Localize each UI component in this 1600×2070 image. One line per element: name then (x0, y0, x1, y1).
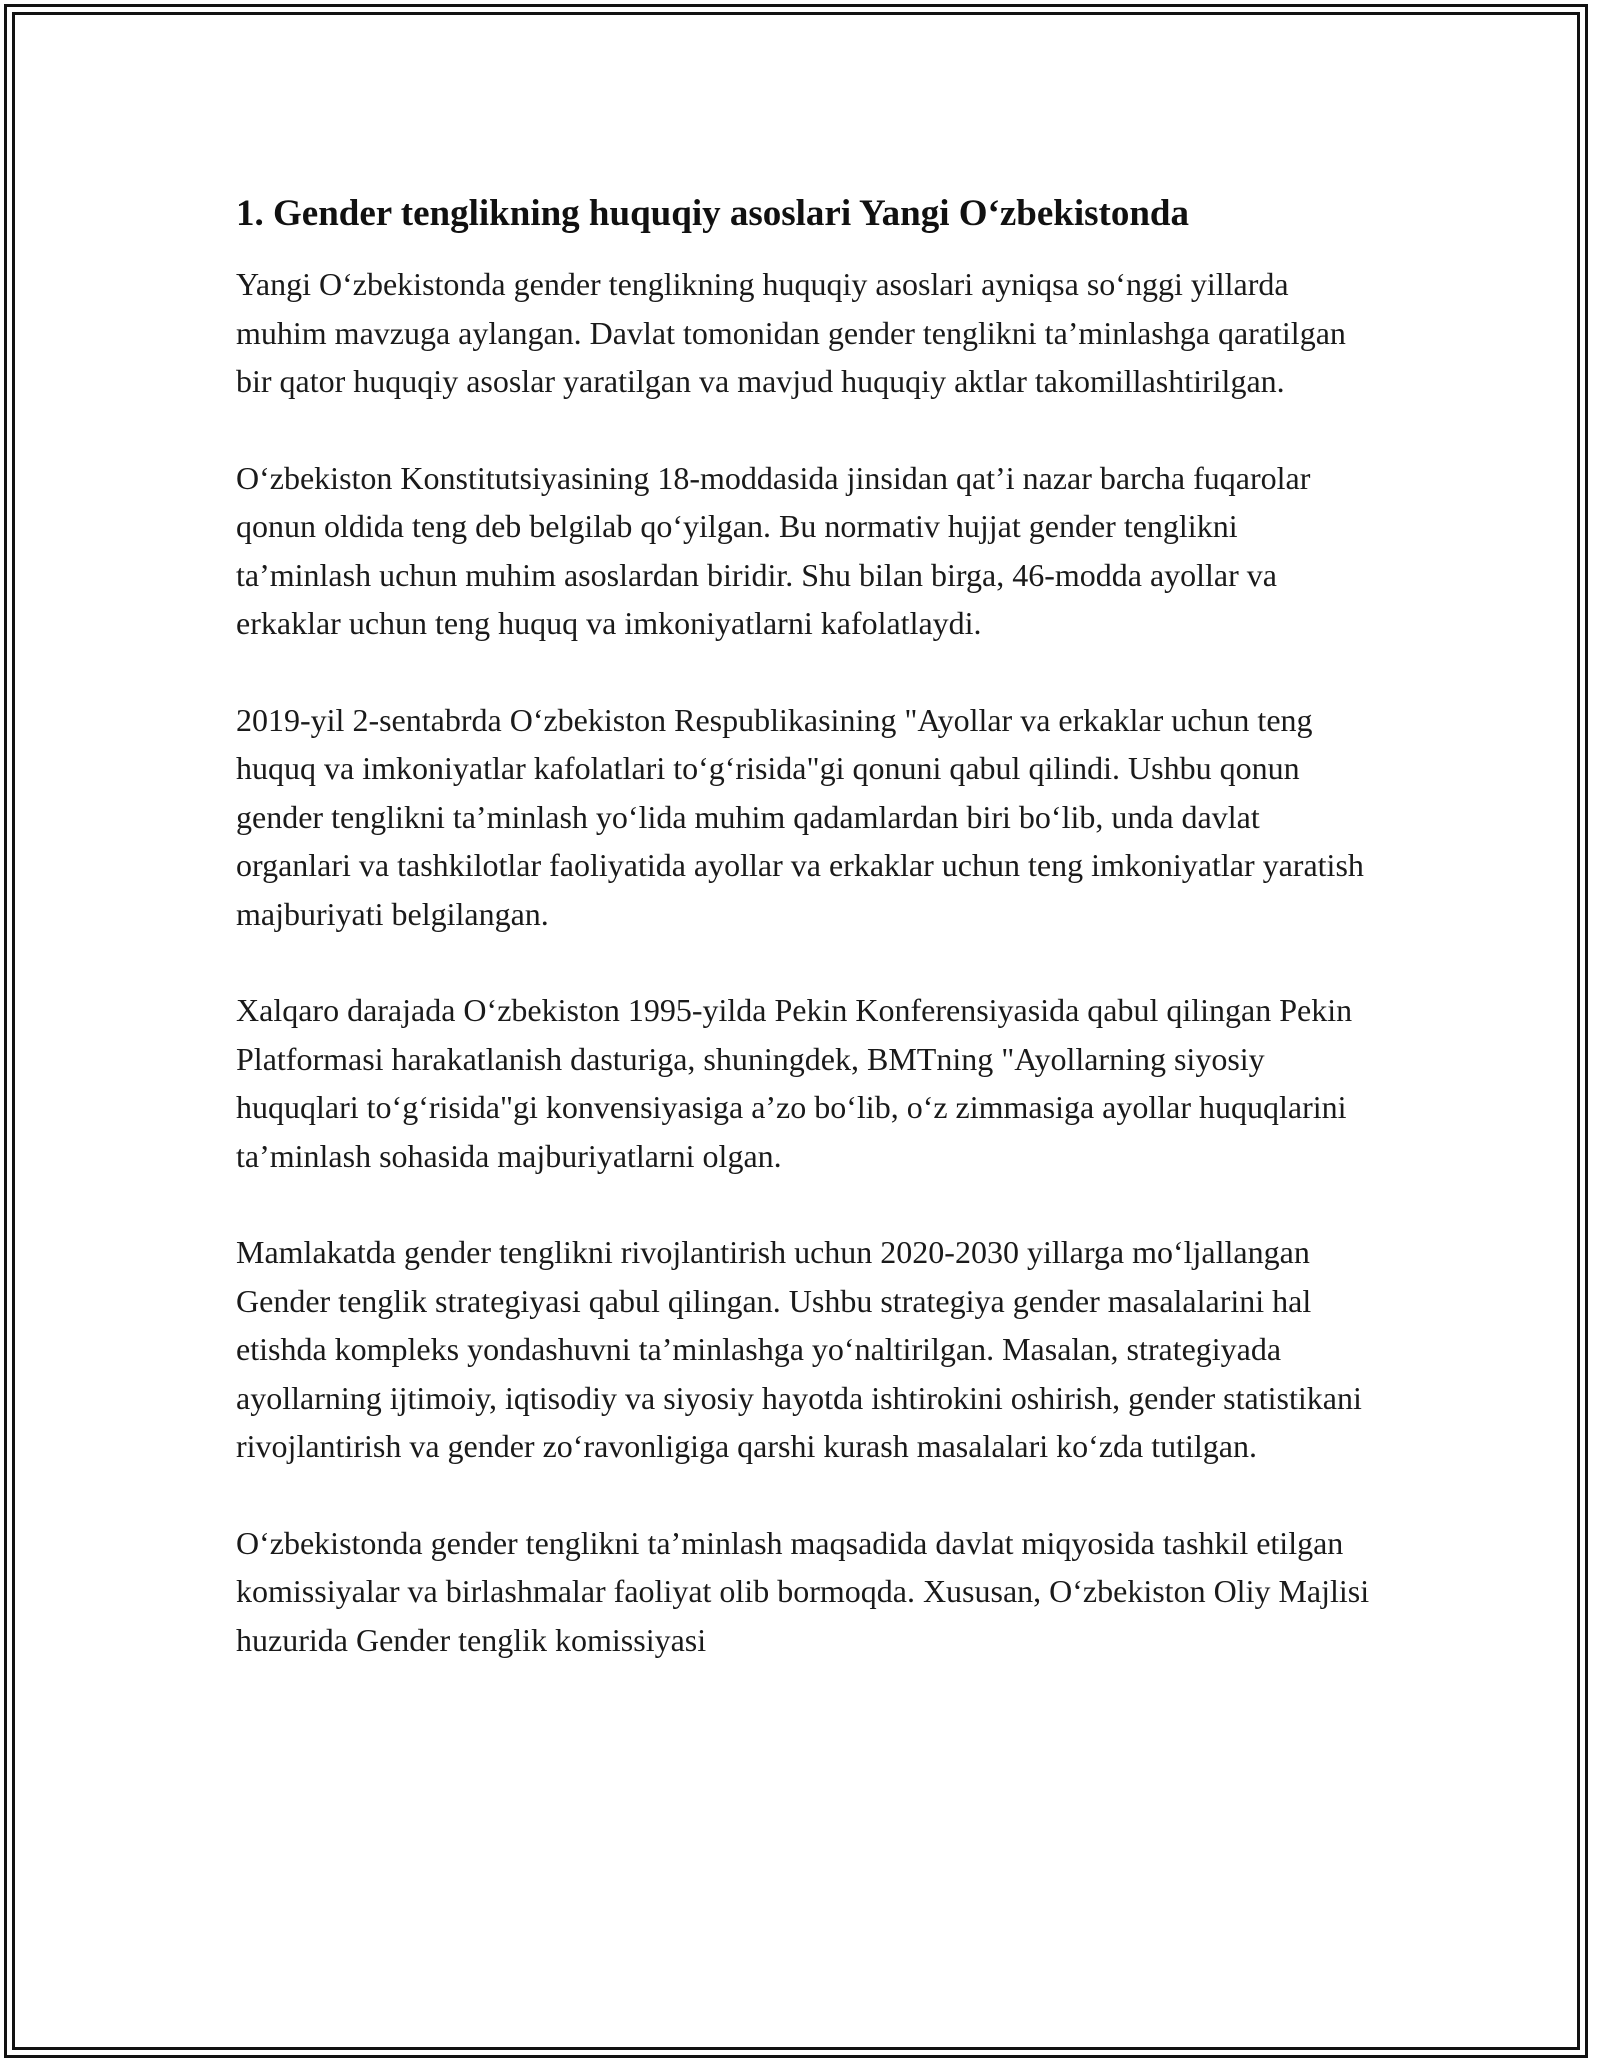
document-body (236, 186, 1376, 1712)
paragraph-2: O‘zbekiston Konstitutsiyasining 18-moddasida jinsidan qat’i nazar barcha fuqarolar qonun oldida teng deb belgilab qo‘yilgan. Bu normativ hujjat gender tenglikni ta’minlash uchun muhim asoslardan biridir. Shu bilan birga, 46-modda ayollar va erkaklar uchun teng huquq va imkoniyatlarni kafolatlaydi. (236, 459, 1311, 641)
paragraph-4: Xalqaro darajada O‘zbekiston 1995-yilda Pekin Konferensiyasida qabul qilingan Pekin Platformasi harakatlanish dasturiga, shuningdek, BMTning "Ayollarning siyosiy huquqlari to‘g‘risida"gi konvensiyasiga a’zo bo‘lib, o‘z zimmasiga ayollar huquqlarini ta’minlash sohasida majburiyatlarni olgan. (236, 992, 1353, 1174)
paragraph-1: Yangi O‘zbekistonda gender tenglikning huquqiy asoslari ayniqsa so‘nggi yillarda muhim mavzuga aylangan. Davlat tomonidan gender tenglikni ta’minlashga qaratilgan bir qator huquqiy asoslar yaratilgan va mavjud huquqiy aktlar takomillashtirilgan. (236, 266, 1346, 399)
section-heading: 1. Gender tenglikning huquqiy asoslari Yangi O‘zbekistonda (236, 193, 1189, 234)
paragraph-5: Mamlakatda gender tenglikni rivojlantirish uchun 2020-2030 yillarga mo‘ljallangan Gender tenglik strategiyasi qabul qilingan. Ushbu strategiya gender masalalarini hal etishda kompleks yondashuvni ta’minlashga yo‘naltirilgan. Masalan, strategiyada ayollarning ijtimoiy, iqtisodiy va siyosiy hayotda ishtirokini oshirish, gender statistikani rivojlantirish va gender zo‘ravonligiga qarshi kurash masalalari ko‘zda tutilgan. (236, 1234, 1362, 1464)
paragraph-6: O‘zbekistonda gender tenglikni ta’minlash maqsadida davlat miqyosida tashkil etilgan komissiyalar va birlashmalar faoliyat olib bormoqda. Xususan, O‘zbekiston Oliy Majlisi huzurida Gender tenglik komissiyasi (236, 1524, 1370, 1658)
paragraph-3: 2019-yil 2-sentabrda O‘zbekiston Respublikasining "Ayollar va erkaklar uchun teng huquq va imkoniyatlar kafolatlari to‘g‘risida"gi qonuni qabul qilindi. Ushbu qonun gender tenglikni ta’minlash yo‘lida muhim qadamlardan biri bo‘lib, unda davlat organlari va tashkilotlar faoliyatida ayollar va erkaklar uchun teng imkoniyatlar yaratish majburiyati belgilangan. (236, 701, 1364, 932)
